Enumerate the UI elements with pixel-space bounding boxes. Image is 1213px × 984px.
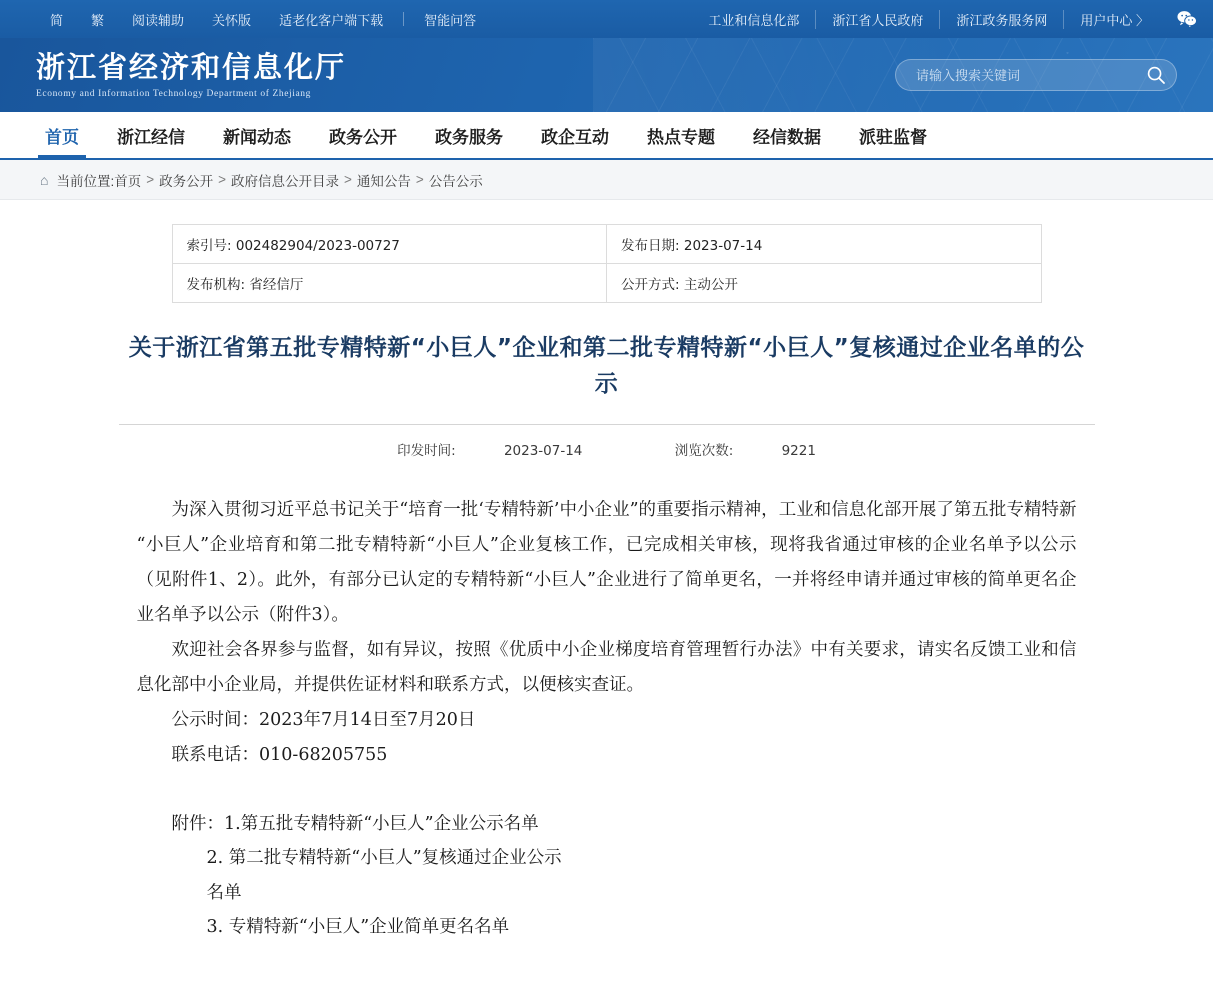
topbar-link-miit[interactable]: 工业和信息化部 <box>692 10 816 29</box>
breadcrumb-item-home[interactable]: 首页 <box>114 173 142 189</box>
top-utility-bar <box>0 0 1213 38</box>
breadcrumb-separator: > <box>344 172 352 187</box>
nav-item-jingxin-data[interactable] <box>734 112 840 158</box>
breadcrumb-separator: > <box>415 172 424 187</box>
topbar-link-user-center[interactable]: 用户中心 〉 <box>1080 12 1149 28</box>
article-content <box>0 200 1213 984</box>
topbar-link-traditional[interactable]: 繁 <box>91 12 105 28</box>
breadcrumb-item-announcements[interactable]: 公告公示 <box>428 173 483 189</box>
document-meta-table <box>172 224 1042 303</box>
attachment-list <box>137 807 1077 944</box>
attachment-first-line <box>137 807 1077 841</box>
nav-item-label: 经信数据 <box>753 127 821 148</box>
nav-item-label: 政务服务 <box>435 127 503 148</box>
article-contact-phone: 联系电话：010-68205755 <box>171 745 388 766</box>
topbar-link-care-version[interactable]: 关怀版 <box>212 12 252 28</box>
breadcrumb-separator: > <box>218 172 227 187</box>
meta-value-publish-date: 2023-07-14 <box>683 238 763 254</box>
nav-item-home[interactable] <box>26 112 98 158</box>
meta-cell-publish-date <box>607 225 1042 264</box>
meta-label-index: 索引号: <box>186 238 232 254</box>
topbar-right-links <box>692 9 1199 29</box>
attachment-item-2[interactable]: 2. 第二批专精特新“小巨人”复核通过企业公示 <box>206 848 562 869</box>
article-body <box>137 493 1077 944</box>
nav-item-news[interactable] <box>204 112 310 158</box>
breadcrumb-prefix: 当前位置: <box>56 173 115 189</box>
topbar-divider <box>403 12 404 26</box>
page-title: 关于浙江省第五批专精特新“小巨人”企业和第二批专精特新“小巨人”复核通过企业名单的公示 <box>128 335 1085 397</box>
breadcrumb-item-disclosure[interactable]: 政务公开 <box>159 173 214 189</box>
meta-label-disclosure-method: 公开方式: <box>621 277 680 293</box>
wechat-icon[interactable] <box>1175 9 1199 29</box>
attachment-item-2-continued[interactable]: 名单 <box>206 882 242 903</box>
topbar-link-zj-service-network[interactable]: 浙江政务服务网 <box>940 10 1064 29</box>
nav-item-government-affairs-disclosure[interactable] <box>310 112 416 158</box>
search-box[interactable] <box>895 59 1177 91</box>
table-row <box>172 225 1041 264</box>
topbar-link-elderly-client-download[interactable]: 适老化客户端下载 <box>279 12 384 28</box>
main-nav <box>0 112 1213 160</box>
meta-cell-disclosure-method <box>607 264 1042 303</box>
article-paragraph: 为深入贯彻习近平总书记关于“培育一批‘专精特新’中小企业”的重要指示精神，工业和信息化部开展了第五批专精特新“小巨人”企业培育和第二批专精特新“小巨人”企业复核工作，已完成相关审核，现将我省通过审核的企业名单予以公示（见附件1、2）。此外，有部分已认定的专精特新“小巨人”企业进行了简单更名，一并将经申请并通过审核的简单更名企业名单予以公示（附件3）。 <box>136 500 1077 626</box>
view-count-value: 9221 <box>781 443 816 460</box>
nav-item-label: 首页 <box>45 127 79 148</box>
meta-value-disclosure-method: 主动公开 <box>683 277 738 293</box>
view-count <box>653 443 838 459</box>
nav-item-hot-topics[interactable] <box>628 112 734 158</box>
meta-cell-index <box>172 225 607 264</box>
meta-label-org: 发布机构: <box>186 277 246 293</box>
print-time-value: 2023-07-14 <box>503 443 583 460</box>
attachments-label: 附件： <box>171 814 224 835</box>
meta-label-publish-date: 发布日期: <box>621 238 680 254</box>
topbar-link-zj-government[interactable]: 浙江省人民政府 <box>816 10 940 29</box>
attachment-item-3[interactable]: 3. 专精特新“小巨人”企业简单更名名单 <box>206 916 510 937</box>
title-divider <box>119 424 1095 425</box>
meta-value-index: 002482904/2023-00727 <box>235 238 400 254</box>
search-input[interactable] <box>914 67 1140 84</box>
nav-item-label: 政企互动 <box>541 127 609 148</box>
topbar-link-smart-qa[interactable]: 智能问答 <box>424 12 477 28</box>
article-paragraph: 欢迎社会各界参与监督，如有异议，按照《优质中小企业梯度培育管理暂行办法》中有关要求，请实名反馈工业和信息化部中小企业局，并提供佐证材料和联系方式，以便核实查证。 <box>136 640 1077 696</box>
nav-item-label: 政务公开 <box>329 127 397 148</box>
article-notice-period: 公示时间：2023年7月14日至7月20日 <box>171 710 476 731</box>
print-time <box>375 443 609 459</box>
nav-item-label: 派驻监督 <box>859 127 927 148</box>
site-logo-subtitle: Economy and Information Technology Department of Zhejiang <box>36 88 312 99</box>
topbar-link-simplified[interactable]: 简 <box>50 12 64 28</box>
meta-cell-org <box>172 264 607 303</box>
topbar-link-reading-aid[interactable]: 阅读辅助 <box>132 12 185 28</box>
nav-item-stationed-supervision[interactable] <box>840 112 946 158</box>
site-logo-title: 浙江省经济和信息化厅 <box>36 50 347 85</box>
print-time-label: 印发时间: <box>397 443 456 460</box>
search-icon[interactable] <box>1140 65 1166 85</box>
site-header <box>0 38 1213 112</box>
home-icon: ⌂ <box>40 171 49 188</box>
nav-item-zhejiang-jingxin[interactable] <box>98 112 204 158</box>
breadcrumb-item-notices[interactable]: 通知公告 <box>356 173 411 189</box>
meta-value-org: 省经信厅 <box>249 277 304 293</box>
nav-item-label: 热点专题 <box>647 127 715 148</box>
breadcrumb-separator: > <box>146 172 155 187</box>
site-logo[interactable] <box>36 51 346 98</box>
attachment-item-1[interactable]: 1.第五批专精特新“小巨人”企业公示名单 <box>224 814 539 835</box>
breadcrumb <box>0 160 1213 200</box>
breadcrumb-item-disclosure-catalog[interactable]: 政府信息公开目录 <box>231 173 340 189</box>
topbar-left-links <box>36 10 490 29</box>
view-count-label: 浏览次数: <box>674 443 734 460</box>
nav-item-government-services[interactable] <box>416 112 522 158</box>
article-subinfo <box>119 439 1095 459</box>
table-row <box>172 264 1041 303</box>
nav-item-government-enterprise-interaction[interactable] <box>522 112 628 158</box>
nav-item-label: 浙江经信 <box>117 127 185 148</box>
nav-item-label: 新闻动态 <box>223 127 291 148</box>
